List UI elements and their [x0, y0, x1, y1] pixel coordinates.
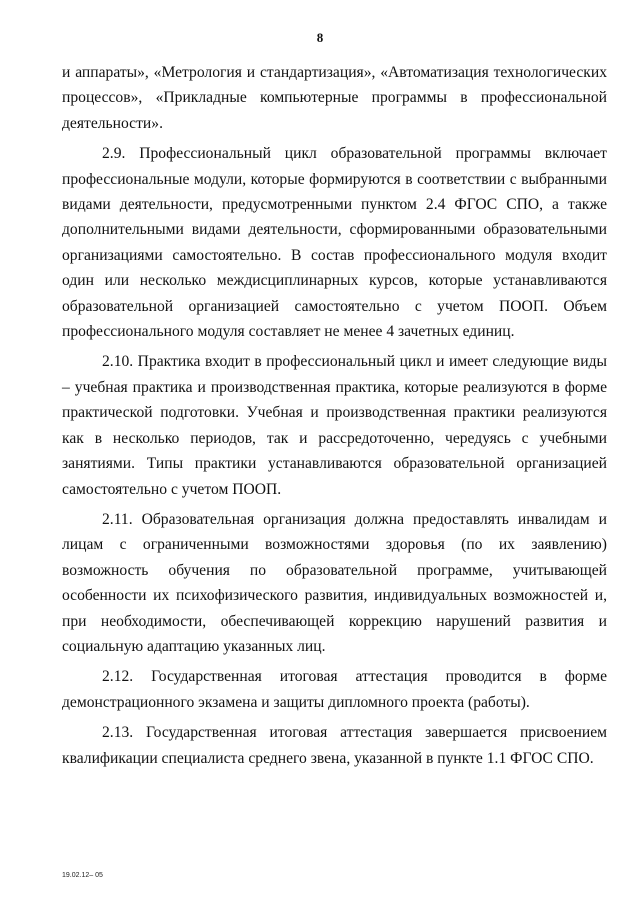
paragraph-2-13: 2.13. Государственная итоговая аттестация завершается присвоением квалификации специалиста среднего звена, указанной в пункте 1.1 ФГОС СПО.: [62, 724, 607, 767]
paragraph-continuation: и аппараты», «Метрология и стандартизация», «Автоматизация технологических процессов», «Прикладные компьютерные программы в профессиональной деятельности».: [62, 64, 607, 132]
paragraph-2-9: 2.9. Профессиональный цикл образовательной программы включает профессиональные модули, которые формируются в соответствии с выбранными видами деятельности, предусмотренными пунктом 2.4 ФГОС СПО, а также дополнительными видами деятельности, сформированными образовательными организациями самостоятельно. В состав профессионального модуля входит один или несколько междисциплинарных курсов, которые устанавливаются образовательной организацией самостоятельно с учетом ПООП. Объем профессионального модуля составляет не менее 4 зачетных единиц.: [62, 145, 607, 341]
paragraph-2-12: 2.12. Государственная итоговая аттестация проводится в форме демонстрационного экзамена и защиты дипломного проекта (работы).: [62, 668, 607, 711]
paragraph-2-10: 2.10. Практика входит в профессиональный цикл и имеет следующие виды – учебная практика и производственная практика, которые реализуются в форме практической подготовки. Учебная и производственная практики реализуются как в несколько периодов, так и рассредоточенно, чередуясь с учебными занятиями. Типы практики устанавливаются образовательной организацией самостоятельно с учетом ПООП.: [62, 353, 607, 498]
paragraph-2-11: 2.11. Образовательная организация должна предоставлять инвалидам и лицам с ограниченными возможностями здоровья (по их заявлению) возможность обучения по образовательной программе, учитывающей особенности их психофизического развития, индивидуальных возможностей и, при необходимости, обеспечивающей коррекцию нарушений развития и социальную адаптацию указанных лиц.: [62, 510, 607, 655]
page-number: 8: [316, 30, 324, 45]
document-body: [62, 60, 607, 776]
document-code-footer: 19.02.12– 05: [62, 872, 103, 879]
